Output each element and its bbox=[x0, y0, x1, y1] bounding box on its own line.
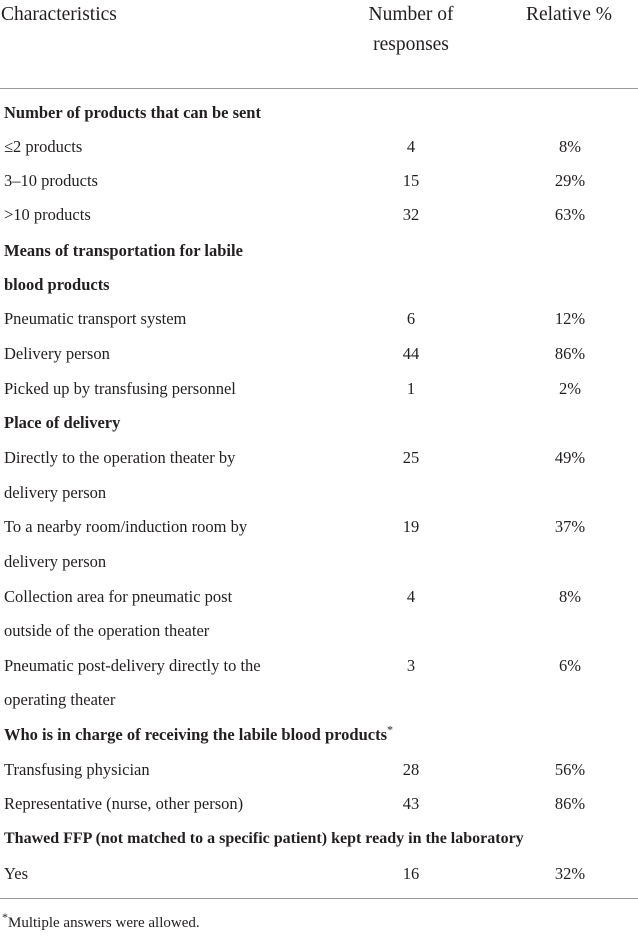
row-label: Transfusing physician bbox=[4, 760, 150, 779]
row-label: Pneumatic transport system bbox=[4, 309, 187, 328]
row-number: 4 bbox=[406, 587, 416, 606]
row-relative: 12% bbox=[554, 309, 586, 328]
row-number: 16 bbox=[402, 864, 420, 883]
row-relative: 49% bbox=[554, 448, 586, 467]
row-relative: 2% bbox=[559, 379, 581, 398]
row-relative: 37% bbox=[554, 517, 586, 536]
row-number: 4 bbox=[406, 137, 416, 156]
table-bottom-rule bbox=[0, 898, 638, 899]
header-characteristics: Characteristics bbox=[1, 4, 117, 25]
row-relative: 86% bbox=[554, 794, 586, 813]
row-label: ≤2 products bbox=[4, 137, 83, 156]
row-relative: 56% bbox=[554, 760, 586, 779]
row-label: 3–10 products bbox=[4, 171, 98, 190]
header-number-line1: Number of bbox=[368, 4, 454, 25]
row-relative: 32% bbox=[554, 864, 586, 883]
header-number-of-responses bbox=[346, 0, 476, 60]
row-relative: 6% bbox=[559, 656, 581, 675]
row-relative: 86% bbox=[554, 344, 586, 363]
row-relative: 8% bbox=[559, 587, 581, 606]
row-label: >10 products bbox=[4, 205, 91, 224]
row-number: 3 bbox=[406, 656, 416, 675]
row-label-line2: delivery person bbox=[4, 552, 107, 571]
row-number: 1 bbox=[406, 379, 416, 398]
row-label-line2: operating theater bbox=[4, 690, 116, 709]
header-number-line2: responses bbox=[373, 34, 449, 55]
row-label: Delivery person bbox=[4, 344, 110, 363]
row-number: 15 bbox=[402, 171, 420, 190]
row-label: Collection area for pneumatic post bbox=[4, 587, 233, 606]
row-number: 43 bbox=[402, 794, 420, 813]
footnote-marker: * bbox=[2, 910, 8, 924]
table-footnote bbox=[2, 912, 200, 934]
section-label-text: Who is in charge of receiving the labile blood products bbox=[4, 725, 388, 744]
row-number: 19 bbox=[402, 517, 420, 536]
row-number: 28 bbox=[402, 760, 420, 779]
section-label: Means of transportation for labile bbox=[4, 241, 243, 260]
row-number: 6 bbox=[406, 309, 416, 328]
row-number: 44 bbox=[402, 344, 420, 363]
section-label: Place of delivery bbox=[4, 413, 121, 432]
section-label bbox=[4, 718, 393, 752]
section-label: Thawed FFP (not matched to a specific patient) kept ready in the laboratory bbox=[4, 830, 524, 847]
row-label: Yes bbox=[4, 864, 29, 883]
footnote-text: Multiple answers were allowed. bbox=[8, 915, 200, 931]
section-label-line2: blood products bbox=[4, 275, 110, 294]
section-label: Number of products that can be sent bbox=[4, 103, 261, 122]
footnote-marker: * bbox=[387, 722, 394, 737]
row-label: Picked up by transfusing personnel bbox=[4, 379, 236, 398]
row-number: 32 bbox=[402, 205, 420, 224]
header-relative-percent: Relative % bbox=[525, 4, 613, 25]
row-relative: 63% bbox=[554, 205, 586, 224]
row-number: 25 bbox=[402, 448, 420, 467]
row-label: Pneumatic post-delivery directly to the bbox=[4, 656, 261, 675]
row-label: To a nearby room/induction room by bbox=[4, 517, 248, 536]
row-label-line2: outside of the operation theater bbox=[4, 621, 210, 640]
row-relative: 8% bbox=[559, 137, 581, 156]
row-label: Representative (nurse, other person) bbox=[4, 794, 244, 813]
row-label-line2: delivery person bbox=[4, 483, 107, 502]
row-relative: 29% bbox=[554, 171, 586, 190]
table-header bbox=[0, 0, 638, 89]
row-label: Directly to the operation theater by bbox=[4, 448, 236, 467]
